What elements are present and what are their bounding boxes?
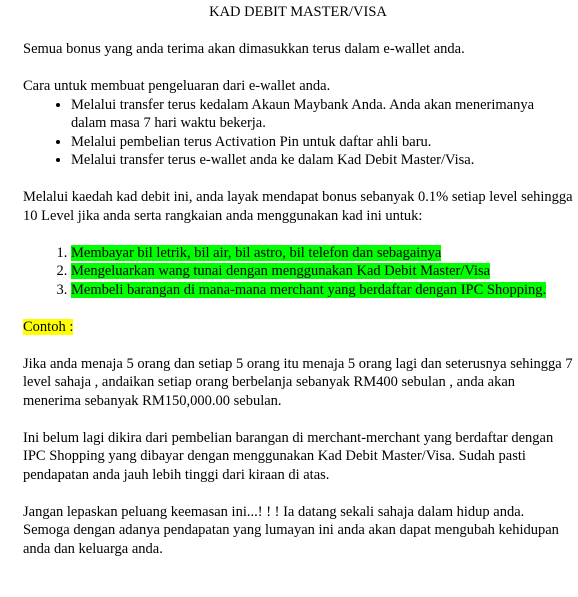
- document-title: KAD DEBIT MASTER/VISA: [209, 4, 387, 20]
- highlighted-text: Membayar bil letrik, bil air, bil astro, bil telefon dan sebagainya: [71, 244, 442, 261]
- withdraw-item: • Melalui transfer terus e-wallet anda ke dalam Kad Debit Master/Visa.: [71, 151, 573, 170]
- withdraw-item: • Melalui transfer terus kedalam Akaun Maybank Anda. Anda akan menerimanya dalam masa 7 hari waktu bekerja.: [71, 96, 573, 133]
- example-label: Contoh :: [23, 318, 74, 335]
- bonus-list: [23, 244, 573, 300]
- highlighted-text: Mengeluarkan wang tunai dengan menggunakan Kad Debit Master/Visa: [71, 263, 491, 279]
- document-page: [23, 0, 573, 558]
- bonus-item: [71, 262, 573, 281]
- closing-paragraph: Jangan lepaskan peluang keemasan ini...! ! ! Ia datang sekali sahaja dalam hidup anda. Semoga dengan adanya pendapatan yang lumayan ini anda akan dapat mengubah kehidupan anda dan keluarga anda.: [23, 503, 559, 557]
- withdraw-item: • Melalui pembelian terus Activation Pin untuk daftar ahli baru.: [71, 133, 573, 152]
- example-label-line: [23, 318, 573, 337]
- withdraw-heading: Cara untuk membuat pengeluaran dari e-wallet anda.: [23, 78, 331, 94]
- merchant-paragraph: Ini belum lagi dikira dari pembelian barangan di merchant-merchant yang berdaftar dengan IPC Shopping yang dibayar dengan menggunakan Kad Debit Master/Visa. Sudah pasti pendapatan anda jauh lebih tinggi dari kiraan di atas.: [23, 429, 554, 483]
- withdraw-list: [23, 96, 573, 170]
- intro-paragraph: Semua bonus yang anda terima akan dimasukkan terus dalam e-wallet anda.: [23, 41, 465, 57]
- bonus-paragraph: Melalui kaedah kad debit ini, anda layak mendapat bonus sebanyak 0.1% setiap level sehingga 10 Level jika anda serta rangkaian anda menggunakan kad ini untuk:: [23, 189, 573, 224]
- bonus-item: [71, 244, 573, 263]
- highlighted-text: Membeli barangan di mana-mana merchant yang berdaftar dengan IPC Shopping.: [71, 281, 547, 298]
- example-paragraph: Jika anda menaja 5 orang dan setiap 5 orang itu menaja 5 orang lagi dan seterusnya sehingga 7 level sahaja , andaikan setiap orang berbelanja sebanyak RM400 sebulan , anda akan menerima sebanyak RM150,000.00 sebulan.: [23, 355, 573, 409]
- bonus-item: [71, 281, 573, 300]
